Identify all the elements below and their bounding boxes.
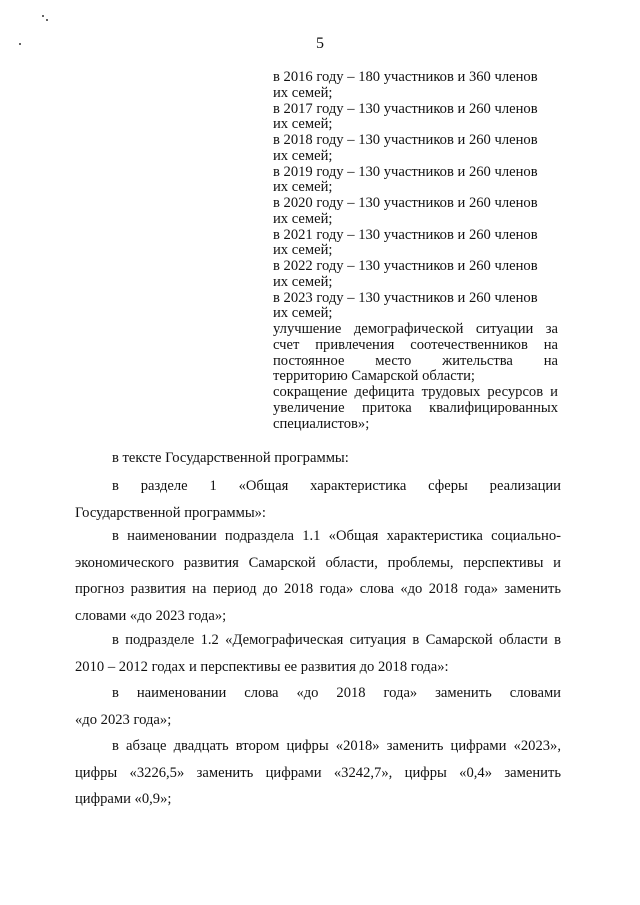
list-line: в 2023 году – 130 участников и 260 членов <box>273 289 538 306</box>
list-line: в 2020 году – 130 участников и 260 членов <box>273 195 538 211</box>
paragraph-line: в подразделе 1.2 «Демографическая ситуация в Самарской области в <box>112 632 561 648</box>
list-line: в 2022 году – 130 участников и 260 членов <box>273 258 538 274</box>
paragraph <box>75 733 561 813</box>
list-line: в 2019 году – 130 участников и 260 членов <box>273 163 538 180</box>
scan-speck <box>42 15 44 17</box>
paragraph-line: в разделе 1 «Общая характеристика сферы реализации <box>112 478 561 494</box>
list-line: в 2021 году – 130 участников и 260 членов <box>273 226 538 243</box>
list-block <box>273 70 558 432</box>
list-line: счет привлечения соотечественников на <box>273 336 558 353</box>
list-line: их семей; <box>273 147 333 164</box>
paragraph <box>75 445 561 472</box>
paragraph <box>75 523 561 629</box>
list-line: в 2016 году – 180 участников и 360 членов <box>273 69 538 85</box>
paragraph-line: в наименовании слова «до 2018 года» заменить словами <box>112 685 561 701</box>
list-line: их семей; <box>273 210 333 227</box>
list-line: их семей; <box>273 242 333 259</box>
list-line: улучшение демографической ситуации за <box>273 321 558 337</box>
paragraph-line: в наименовании подраздела 1.1 «Общая характеристика социально- <box>112 528 561 544</box>
paragraph-line: в абзаце двадцать втором цифры «2018» заменить цифрами «2023», <box>112 738 561 754</box>
list-line: их семей; <box>273 84 333 101</box>
paragraph <box>75 627 561 680</box>
paragraph-line: словами «до 2023 года»; <box>75 607 227 624</box>
paragraph-line: в тексте Государственной программы: <box>112 450 349 466</box>
list-line: увеличение притока квалифицированных <box>273 399 558 416</box>
list-line: территорию Самарской области; <box>273 368 475 385</box>
list-line: в 2018 году – 130 участников и 260 членов <box>273 132 538 148</box>
list-line: постоянное место жительства на <box>273 352 558 369</box>
list-line: их семей; <box>273 273 333 290</box>
list-line: их семей; <box>273 116 333 133</box>
paragraph <box>75 473 561 526</box>
paragraph-line: прогноз развития на период до 2018 года» слова «до 2018 года» заменить <box>75 581 561 597</box>
list-line: специалистов»; <box>273 415 370 432</box>
paragraph-line: «до 2023 года»; <box>75 711 172 728</box>
paragraph-line: Государственной программы»: <box>75 504 266 521</box>
scan-speck <box>46 19 48 21</box>
paragraph-line: 2010 – 2012 годах и перспективы ее развития до 2018 года»: <box>75 658 449 675</box>
paragraph-line: цифрами «0,9»; <box>75 791 172 807</box>
list-line: их семей; <box>273 179 333 196</box>
page-number: 5 <box>316 35 324 52</box>
list-line: в 2017 году – 130 участников и 260 членов <box>273 100 538 117</box>
paragraph-line: цифры «3226,5» заменить цифрами «3242,7», цифры «0,4» заменить <box>75 764 561 781</box>
list-line: их семей; <box>273 305 333 322</box>
paragraph <box>75 680 561 733</box>
paragraph-line: экономического развития Самарской области, проблемы, перспективы и <box>75 554 561 571</box>
list-line: сокращение дефицита трудовых ресурсов и <box>273 384 558 400</box>
